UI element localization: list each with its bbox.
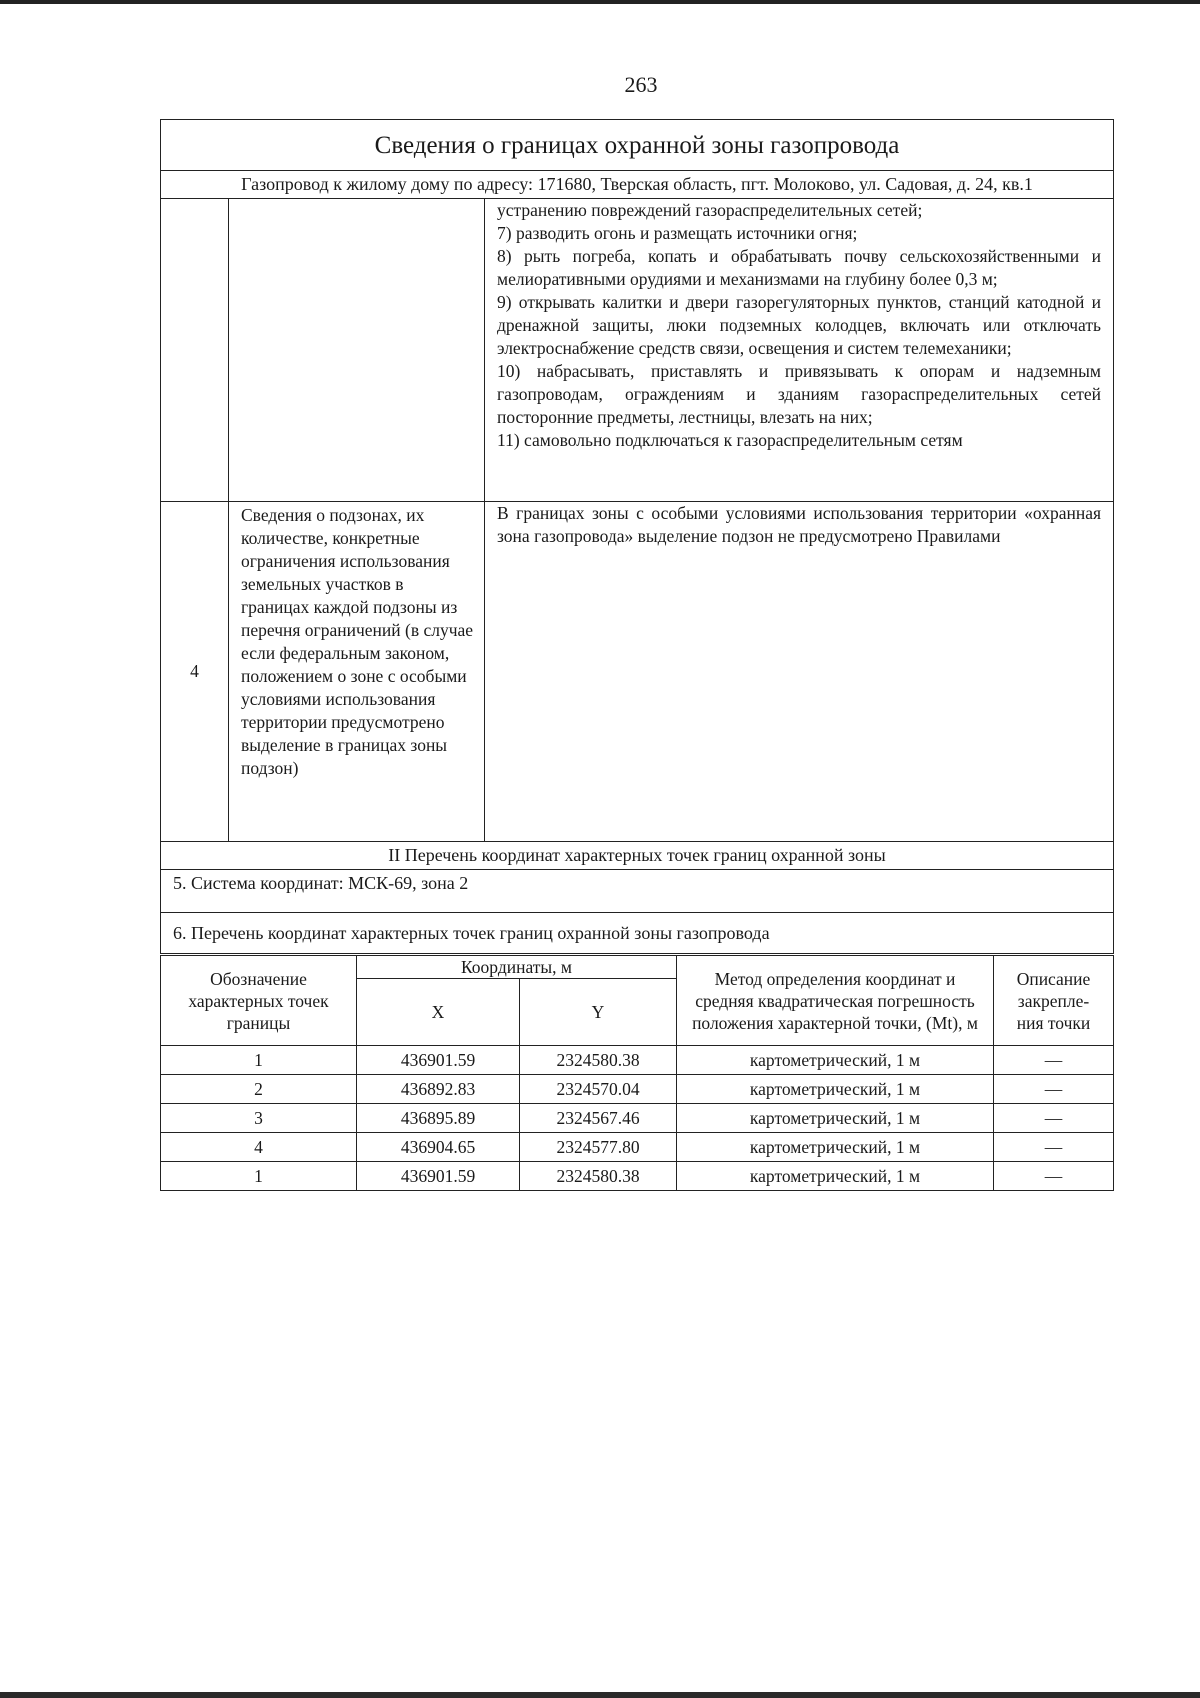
coordinates-table (160, 955, 1114, 1191)
header-method: Метод определения координат и средняя квадратическая погрешность положения характерной точки, (Mt), м (677, 956, 994, 1046)
coord-y: 2324580.38 (520, 1162, 677, 1191)
table-row (161, 1104, 1114, 1133)
header-description: Описание закрепле-ния точки (994, 956, 1114, 1046)
row-number: 4 (161, 502, 229, 842)
method: картометрический, 1 м (677, 1104, 994, 1133)
coord-x: 436901.59 (357, 1162, 520, 1191)
method: картометрический, 1 м (677, 1046, 994, 1075)
point-id: 4 (161, 1133, 357, 1162)
description: — (994, 1133, 1114, 1162)
coord-x: 436904.65 (357, 1133, 520, 1162)
pipeline-address: Газопровод к жилому дому по адресу: 171680, Тверская область, пгт. Молоково, ул. Садовая, д. 24, кв.1 (161, 171, 1114, 199)
header-point: Обозначение характерных точек границы (161, 956, 357, 1046)
header-y: Y (520, 979, 677, 1046)
description: — (994, 1162, 1114, 1191)
restriction-item: 9) открывать калитки и двери газорегуляторных пунктов, станций катодной и дренажной защиты, люки подземных колодцев, включать или отключать электроснабжение средств связи, освещения и систем телемеханики; (497, 292, 1102, 358)
description: — (994, 1046, 1114, 1075)
description: — (994, 1075, 1114, 1104)
point-id: 3 (161, 1104, 357, 1133)
method: картометрический, 1 м (677, 1133, 994, 1162)
subzones-row (161, 502, 1114, 842)
coordinate-list-title: 6. Перечень координат характерных точек границ охранной зоны газопровода (161, 913, 1114, 954)
restriction-item: 10) набрасывать, приставлять и привязывать к опорам и надземным газопроводам, ограждениям и зданиям газораспределительных сетей посторонние предметы, лестницы, влезать на них; (497, 361, 1102, 427)
table-row (161, 1075, 1114, 1104)
scan-edge-top (0, 0, 1200, 4)
point-id: 1 (161, 1046, 357, 1075)
coord-x: 436892.83 (357, 1075, 520, 1104)
zone-info-table (160, 119, 1114, 954)
subzones-value (485, 502, 1114, 842)
table-row (161, 1046, 1114, 1075)
subzones-value-text: В границах зоны с особыми условиями использования территории «охранная зона газопровода» выделение подзон не предусмотрено Правилами (497, 503, 1102, 546)
empty-number-cell (161, 199, 229, 502)
coordinate-system: 5. Система координат: МСК-69, зона 2 (161, 870, 1114, 913)
section-2-title: II Перечень координат характерных точек границ охранной зоны (161, 842, 1114, 870)
point-id: 1 (161, 1162, 357, 1191)
restrictions-text (485, 199, 1114, 502)
method: картометрический, 1 м (677, 1162, 994, 1191)
scan-edge-bottom (0, 1692, 1200, 1698)
restrictions-continued-row (161, 199, 1114, 502)
subzones-label: Сведения о подзонах, их количестве, конкретные ограничения использования земельных участков в границах каждой подзоны из перечня ограничений (в случае если федеральным законом, положением о зоне с особыми условиями использования территории предусмотрено выделение в границах зоны подзон) (229, 502, 485, 842)
point-id: 2 (161, 1075, 357, 1104)
description: — (994, 1104, 1114, 1133)
coord-y: 2324567.46 (520, 1104, 677, 1133)
table-row (161, 1162, 1114, 1191)
restriction-item: 11) самовольно подключаться к газораспределительным сетям (497, 430, 963, 450)
coord-x: 436895.89 (357, 1104, 520, 1133)
header-coordinates: Координаты, м (357, 956, 677, 979)
restriction-item: устранению повреждений газораспределительных сетей; (497, 200, 923, 220)
restriction-item: 7) разводить огонь и размещать источники огня; (497, 223, 858, 243)
coord-x: 436901.59 (357, 1046, 520, 1075)
restriction-item: 8) рыть погреба, копать и обрабатывать почву сельскохозяйственными и мелиоративными орудиями и механизмами на глубину более 0,3 м; (497, 246, 1102, 289)
header-x: X (357, 979, 520, 1046)
method: картометрический, 1 м (677, 1075, 994, 1104)
table-row (161, 1133, 1114, 1162)
coord-y: 2324580.38 (520, 1046, 677, 1075)
coord-y: 2324577.80 (520, 1133, 677, 1162)
page-number: 263 (624, 72, 658, 97)
coord-y: 2324570.04 (520, 1075, 677, 1104)
document-title: Сведения о границах охранной зоны газопровода (161, 120, 1114, 171)
empty-label-cell (229, 199, 485, 502)
